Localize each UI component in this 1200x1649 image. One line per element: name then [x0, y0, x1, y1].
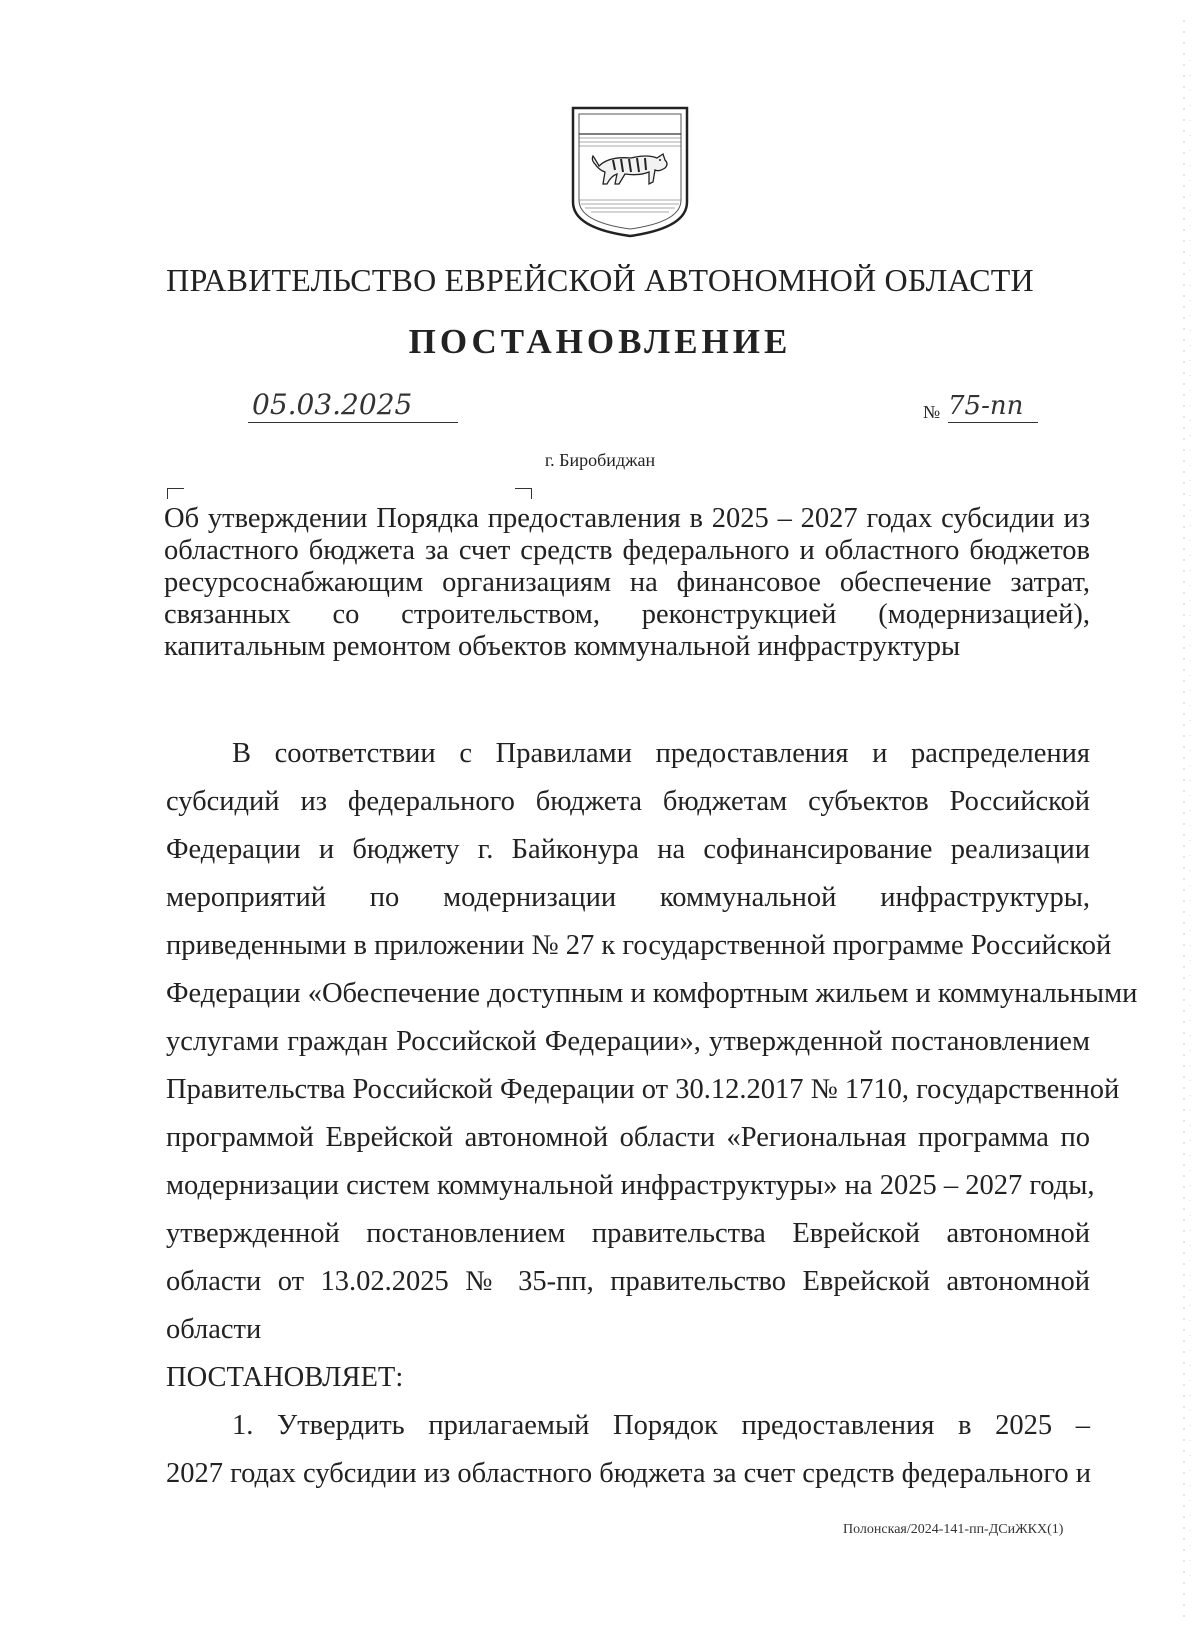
- body-line: области: [166, 1314, 262, 1345]
- subject-line: связанных со строительством, реконструкцией (модернизацией),: [164, 599, 1090, 630]
- handwritten-number: 75-пп: [948, 390, 1038, 423]
- body-line: В соответствии с Правилами предоставления и распределения: [232, 738, 1090, 769]
- title-bracket-right: [515, 488, 532, 499]
- body-line: 1. Утвердить прилагаемый Порядок предоставления в 2025 –: [232, 1410, 1090, 1441]
- body-line: услугами граждан Российской Федерации», утвержденной постановлением: [166, 1026, 1090, 1057]
- body-line: утвержденной постановлением правительства Еврейской автономной: [166, 1218, 1090, 1249]
- document-body: [166, 730, 1138, 1498]
- body-line: мероприятий по модернизации коммунальной инфраструктуры,: [166, 882, 1090, 913]
- body-line: Правительства Российской Федерации от 30.12.2017 № 1710, государственной: [166, 1074, 1120, 1105]
- document-subject: [164, 503, 1090, 663]
- footer-reference-code: Полонская/2024-141-пп-ДСиЖКХ(1): [843, 1522, 1064, 1537]
- subject-line: областного бюджета за счет средств федерального и областного бюджетов: [164, 535, 1090, 566]
- tiger-icon: [592, 154, 667, 184]
- subject-line: ресурсоснабжающим организациям на финансовое обеспечение затрат,: [164, 567, 1090, 598]
- body-line: приведенными в приложении № 27 к государственной программе Российской: [166, 930, 1112, 961]
- title-bracket-left: [167, 488, 184, 499]
- scan-edge-artifact: [1170, 0, 1200, 1649]
- city-line: г. Биробиджан: [544, 450, 656, 470]
- handwritten-date: 05.03.2025: [248, 388, 458, 423]
- resolution-heading: ПОСТАНОВЛЯЕТ:: [166, 1362, 404, 1393]
- body-line: 2027 годах субсидии из областного бюджета за счет средств федерального и: [166, 1458, 1092, 1489]
- body-line: субсидий из федерального бюджета бюджетам субъектов Российской: [166, 786, 1090, 817]
- body-line: Федерации и бюджету г. Байконура на софинансирование реализации: [166, 834, 1090, 865]
- body-line: модернизации систем коммунальной инфраструктуры» на 2025 – 2027 годы,: [166, 1170, 1095, 1201]
- subject-line: Об утверждении Порядка предоставления в 2025 – 2027 годах субсидии из: [164, 503, 1090, 534]
- government-title: ПРАВИТЕЛЬСТВО ЕВРЕЙСКОЙ АВТОНОМНОЙ ОБЛАСТИ: [166, 262, 1034, 298]
- subject-line: капитальным ремонтом объектов коммунальной инфраструктуры: [164, 631, 961, 662]
- body-line: области от 13.02.2025 № 35-пп, правительство Еврейской автономной: [166, 1266, 1090, 1297]
- number-label: №: [923, 402, 941, 422]
- body-line: Федерации «Обеспечение доступным и комфортным жильем и коммунальными: [166, 978, 1138, 1009]
- document-type-title: ПОСТАНОВЛЕНИЕ: [408, 322, 792, 361]
- body-line: программой Еврейской автономной области «Региональная программа по: [166, 1122, 1090, 1153]
- coat-of-arms-icon: [569, 104, 691, 240]
